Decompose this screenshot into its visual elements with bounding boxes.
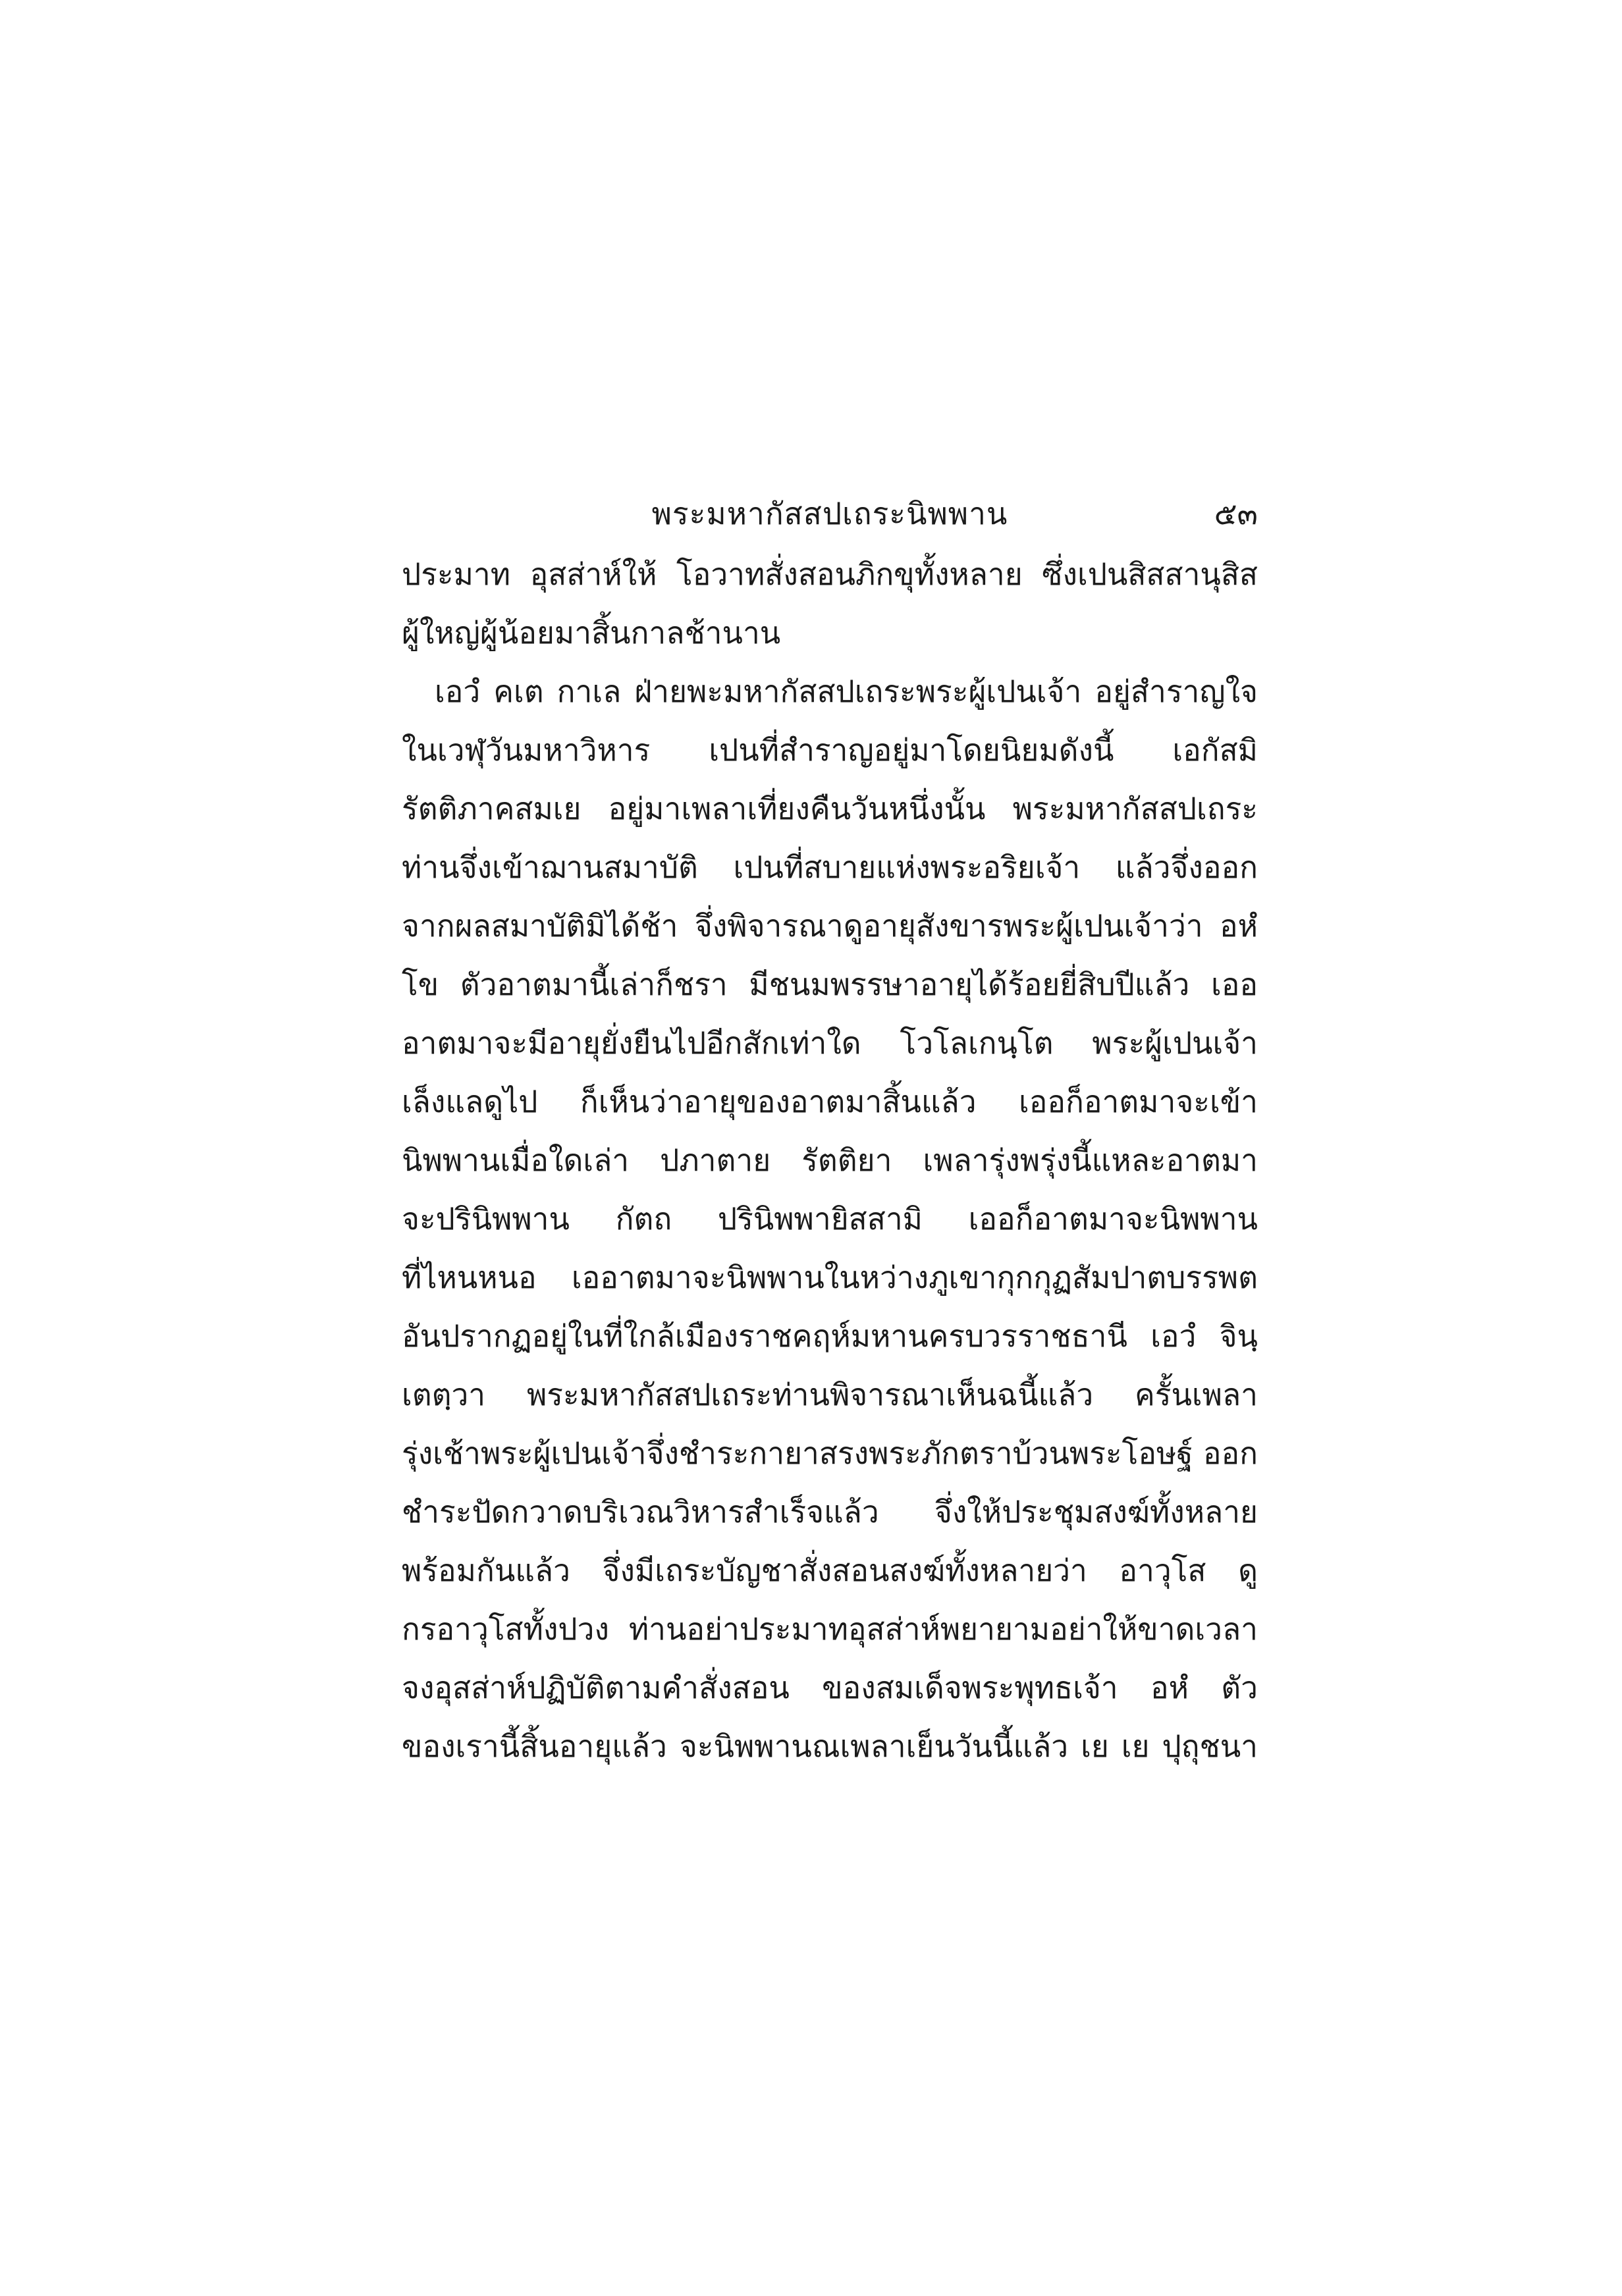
text-line: เตตฺวา พระมหากัสสปเถระท่านพิจารณาเห็นฉนี้แล้ว ครั้นเพลา	[402, 1377, 1258, 1412]
page-header	[402, 491, 1258, 537]
page-number: ๕๓	[1214, 496, 1258, 531]
text-line: พร้อมกันแล้ว จึ่งมีเถระบัญชาสั่งสอนสงฆ์ทั้งหลายว่า อาวุโส ดู	[402, 1553, 1258, 1588]
text-line: รัตติภาคสมเย อยู่มาเพลาเที่ยงคืนวันหนึ่งนั้น พระมหากัสสปเถระ	[402, 791, 1258, 826]
text-line: เล็งแลดูไป ก็เห็นว่าอายุของอาตมาสิ้นแล้ว เออก็อาตมาจะเข้า	[402, 1084, 1258, 1119]
text-line: ประมาท อุสส่าห์ให้ โอวาทสั่งสอนภิกขุทั้งหลาย ซึ่งเปนสิสสานุสิส	[402, 556, 1258, 592]
text-line: อาตมาจะมีอายุยั่งยืนไปอีกสักเท่าใด โวโลเกนฺโต พระผู้เปนเจ้า	[402, 1025, 1258, 1061]
text-line: นิพพานเมื่อใดเล่า ปภาตาย รัตติยา เพลารุ่งพรุ่งนี้แหละอาตมา	[402, 1142, 1258, 1178]
text-line: ท่านจึ่งเข้าฌานสมาบัติ เปนที่สบายแห่งพระอริยเจ้า แล้วจึ่งออก	[402, 849, 1258, 885]
text-line: เอวํ คเต กาเล ฝ่ายพะมหากัสสปเถระพระผู้เปนเจ้า อยู่สำราญใจ	[435, 674, 1258, 709]
text-line: กรอาวุโสทั้งปวง ท่านอย่าประมาทอุสส่าห์พยายามอย่าให้ขาดเวลา	[402, 1611, 1258, 1647]
text-line: จากผลสมาบัติมิได้ช้า จึ่งพิจารณาดูอายุสังขารพระผู้เปนเจ้าว่า อหํ	[402, 908, 1258, 944]
text-line: ที่ไหนหนอ เออาตมาจะนิพพานในหว่างภูเขากุกกุฏสัมปาตบรรพต	[402, 1260, 1258, 1295]
text-line: ในเวฬุวันมหาวิหาร เปนที่สำราญอยู่มาโดยนิยมดังนี้ เอกัสมิ	[402, 732, 1258, 768]
text-line: ผู้ใหญ่ผู้น้อยมาสิ้นกาลช้านาน	[402, 615, 781, 651]
text-line: ของเรานี้สิ้นอายุแล้ว จะนิพพานณเพลาเย็นวันนี้แล้ว เย เย ปุถุชนา	[402, 1728, 1258, 1764]
running-title: พระมหากัสสปเถระนิพพาน	[651, 496, 1008, 531]
text-line: โข ตัวอาตมานี้เล่าก็ชรา มีชนมพรรษาอายุได้ร้อยยี่สิบปีแล้ว เออ	[402, 967, 1258, 1002]
text-line: ชำระปัดกวาดบริเวณวิหารสำเร็จแล้ว จึ่งให้ประชุมสงฆ์ทั้งหลาย	[402, 1494, 1258, 1530]
text-line: จะปรินิพพาน กัตถ ปรินิพพายิสสามิ เออก็อาตมาจะนิพพาน	[402, 1201, 1258, 1237]
text-line: จงอุสส่าห์ปฏิบัติตามคำสั่งสอน ของสมเด็จพระพุทธเจ้า อหํ ตัว	[402, 1670, 1258, 1705]
text-line: รุ่งเช้าพระผู้เปนเจ้าจึ่งชำระกายาสรงพระภักตราบ้วนพระโอษฐ์ ออก	[402, 1435, 1258, 1471]
text-line: อันปรากฏอยู่ในที่ใกล้เมืองราชคฤห์มหานครบวรราชธานี เอวํ จินฺ	[402, 1318, 1258, 1354]
body-text	[402, 545, 1258, 1776]
